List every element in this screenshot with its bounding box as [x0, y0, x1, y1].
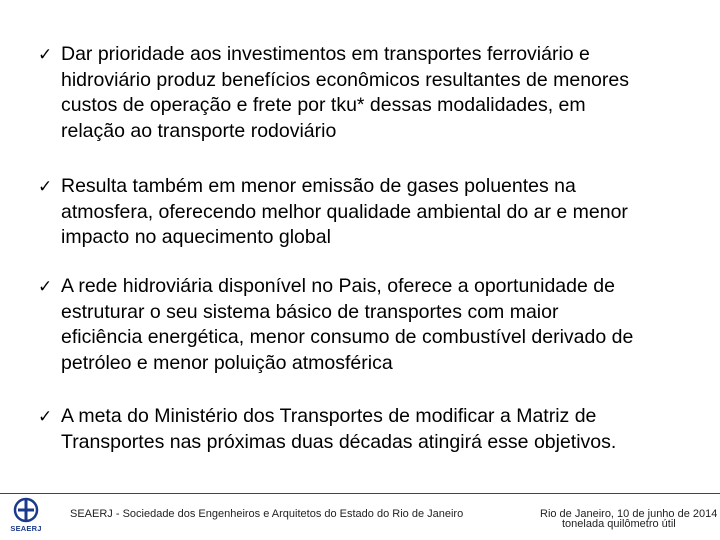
- bullet-line: petróleo e menor poluição atmosférica: [61, 351, 393, 374]
- checkmark-icon: ✓: [38, 407, 53, 427]
- bullet-line: impacto no aquecimento global: [61, 226, 331, 248]
- bullet-item: [38, 42, 629, 144]
- bullet-line: Transportes nas próximas duas décadas atingirá esse objetivos.: [61, 430, 617, 453]
- footer-date: Rio de Janeiro, 10 de junho de 2014: [540, 508, 718, 520]
- footer-note: tonelada quilômetro útil: [562, 518, 676, 530]
- bullet-line: A rede hidroviária disponível no Pais, oferece a oportunidade de: [61, 275, 615, 297]
- bullet-item: [38, 274, 633, 376]
- bullet-line: hidroviário produz benefícios econômicos resultantes de menores: [61, 68, 629, 91]
- bullet-line: relação ao transporte rodoviário: [61, 119, 337, 142]
- bullet-line: custos de operação e frete por tku* dessas modalidades, em: [61, 94, 586, 116]
- bullet-line: Resulta também em menor emissão de gases poluentes na: [61, 175, 576, 197]
- checkmark-icon: ✓: [38, 177, 53, 197]
- checkmark-icon: ✓: [38, 277, 53, 297]
- bullet-item: [38, 174, 628, 251]
- bullet-line: atmosfera, oferecendo melhor qualidade ambiental do ar e menor: [61, 200, 628, 223]
- seaerj-emblem-icon: [6, 497, 46, 525]
- bullet-line: Dar prioridade aos investimentos em transportes ferroviário e: [61, 43, 590, 65]
- seaerj-logo: [6, 497, 46, 537]
- bullet-item: [38, 404, 616, 455]
- bullet-line: eficiência energética, menor consumo de combustível derivado de: [61, 326, 634, 348]
- checkmark-icon: ✓: [38, 45, 53, 65]
- footer-divider: [0, 493, 720, 494]
- logo-label: SEAERJ: [10, 524, 42, 533]
- footer-organization: SEAERJ - Sociedade dos Engenheiros e Arquitetos do Estado do Rio de Janeiro: [70, 508, 464, 520]
- bullet-line: estruturar o seu sistema básico de transportes com maior: [61, 300, 559, 323]
- bullet-line: A meta do Ministério dos Transportes de modificar a Matriz de: [61, 405, 597, 427]
